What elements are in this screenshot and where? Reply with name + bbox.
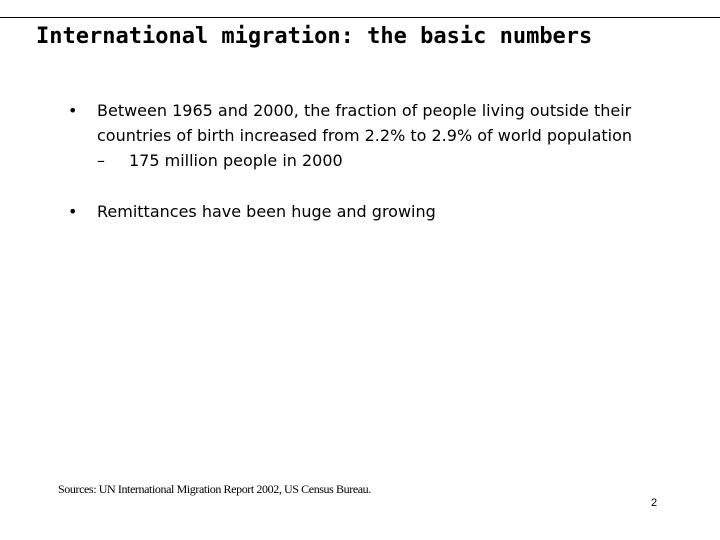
sub-bullet-item xyxy=(97,148,680,173)
sources-note: Sources: UN International Migration Report 2002, US Census Bureau. xyxy=(58,482,371,496)
bullet-text: Remittances have been huge and growing xyxy=(97,202,436,221)
page-number: 2 xyxy=(651,497,658,509)
slide-title: International migration: the basic numbers xyxy=(36,24,593,49)
bullet-marker: • xyxy=(68,101,78,120)
sub-bullet-text: 175 million people in 2000 xyxy=(129,151,343,170)
dash-marker: – xyxy=(97,151,105,170)
bullet-marker: • xyxy=(68,202,78,221)
bullet-text: Between 1965 and 2000, the fraction of people living outside their countries of birth increased from 2.2% to 2.9% of world population xyxy=(97,101,633,145)
sub-bullet-list xyxy=(97,148,680,173)
header-divider xyxy=(0,17,720,18)
bullet-item-remittances xyxy=(60,199,680,224)
bullet-item-migration-share xyxy=(60,98,680,173)
bullet-list xyxy=(60,98,680,224)
